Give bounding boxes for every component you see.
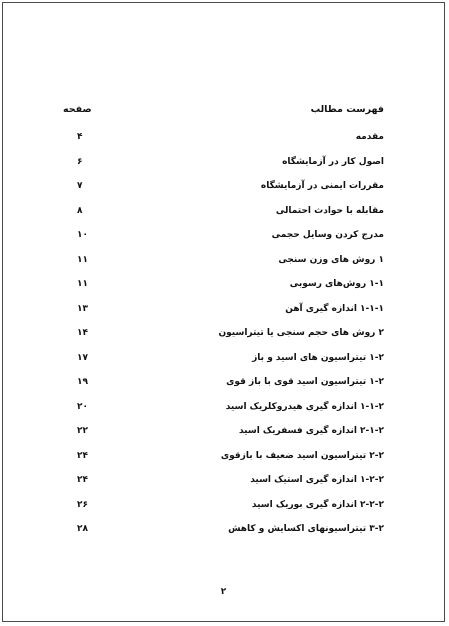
toc-row <box>63 251 384 276</box>
toc-entry-title: ۱-۱ روش‌های رسوبی <box>289 279 384 289</box>
toc-entry-title: ۱-۲ تیتراسیون اسید قوی با باز قوی <box>226 377 384 387</box>
toc-entry-title: ۲-۱-۲ اندازه گیری فسفریک اسید <box>238 426 384 436</box>
toc-row <box>63 324 384 349</box>
document-page <box>2 2 445 622</box>
page-column-label: صفحه <box>63 104 92 115</box>
toc-entry-title: مقابله با حوادث احتمالی <box>275 205 384 216</box>
toc-entry-page: ۲۸ <box>77 524 88 534</box>
toc-entry-page: ۶ <box>77 156 83 167</box>
toc-row <box>63 398 384 423</box>
toc-entry-title: ۱-۲-۲ اندازه گیری استیک اسید <box>250 475 384 485</box>
toc-entry-title: ۱-۲ تیتراسیون های اسید و باز <box>252 352 384 363</box>
toc-entry-page: ۲۴ <box>77 475 88 485</box>
toc-row <box>63 471 384 496</box>
toc-entry-page: ۱۷ <box>77 352 88 363</box>
toc-row <box>63 349 384 374</box>
toc-row <box>63 496 384 521</box>
toc-entry-title: مقررات ایمنی در آزمایشگاه <box>260 181 384 191</box>
toc-entry-page: ۸ <box>77 205 83 216</box>
toc-title: فهرست مطالب <box>310 104 384 115</box>
toc-list <box>63 128 384 545</box>
toc-entry-page: ۱۳ <box>77 303 88 314</box>
toc-entry-page: ۱۹ <box>77 377 88 387</box>
toc-row <box>63 275 384 300</box>
toc-entry-title: ۱-۱-۲ اندازه گیری هیدروکلریک اسید <box>225 401 384 412</box>
toc-entry-title: ۳-۲ تیتراسیونهای اکسایش و کاهش <box>228 524 384 534</box>
toc-row <box>63 153 384 178</box>
toc-row <box>63 520 384 545</box>
toc-header <box>63 104 384 122</box>
toc-entry-title: مقدمه <box>355 132 384 142</box>
toc-entry-page: ۲۶ <box>77 499 88 510</box>
toc-entry-page: ۲۴ <box>77 450 88 461</box>
toc-entry-title: ۲-۲-۲ اندازه گیری بوریک اسید <box>251 499 384 510</box>
toc-row <box>63 373 384 398</box>
toc-entry-page: ۱۰ <box>77 230 88 240</box>
toc-entry-page: ۱۱ <box>77 279 88 289</box>
toc-entry-page: ۲۰ <box>77 401 88 412</box>
toc-row <box>63 177 384 202</box>
toc-entry-page: ۲۲ <box>77 426 88 436</box>
toc-entry-page: ۱۴ <box>77 328 88 338</box>
page-number: ۲ <box>220 587 227 597</box>
toc-row <box>63 128 384 153</box>
toc-row <box>63 447 384 472</box>
toc-entry-title: اصول کار در آزمایشگاه <box>282 156 384 167</box>
toc-row <box>63 226 384 251</box>
toc-entry-title: ۱ روش های وزن سنجی <box>278 254 384 265</box>
toc-entry-page: ۴ <box>77 132 83 142</box>
toc-row <box>63 300 384 325</box>
toc-row <box>63 202 384 227</box>
toc-entry-title: ۱-۱-۱ اندازه گیری آهن <box>285 303 384 314</box>
toc-entry-page: ۷ <box>77 181 83 191</box>
toc-entry-title: ۲ روش های حجم سنجی یا تیتراسیون <box>218 328 384 338</box>
toc-entry-title: مدرج کردن وسایل حجمی <box>271 230 384 240</box>
toc-row <box>63 422 384 447</box>
toc-entry-page: ۱۱ <box>77 254 88 265</box>
toc-entry-title: ۲-۲ تیتراسیون اسید ضعیف با بازقوی <box>220 450 384 461</box>
